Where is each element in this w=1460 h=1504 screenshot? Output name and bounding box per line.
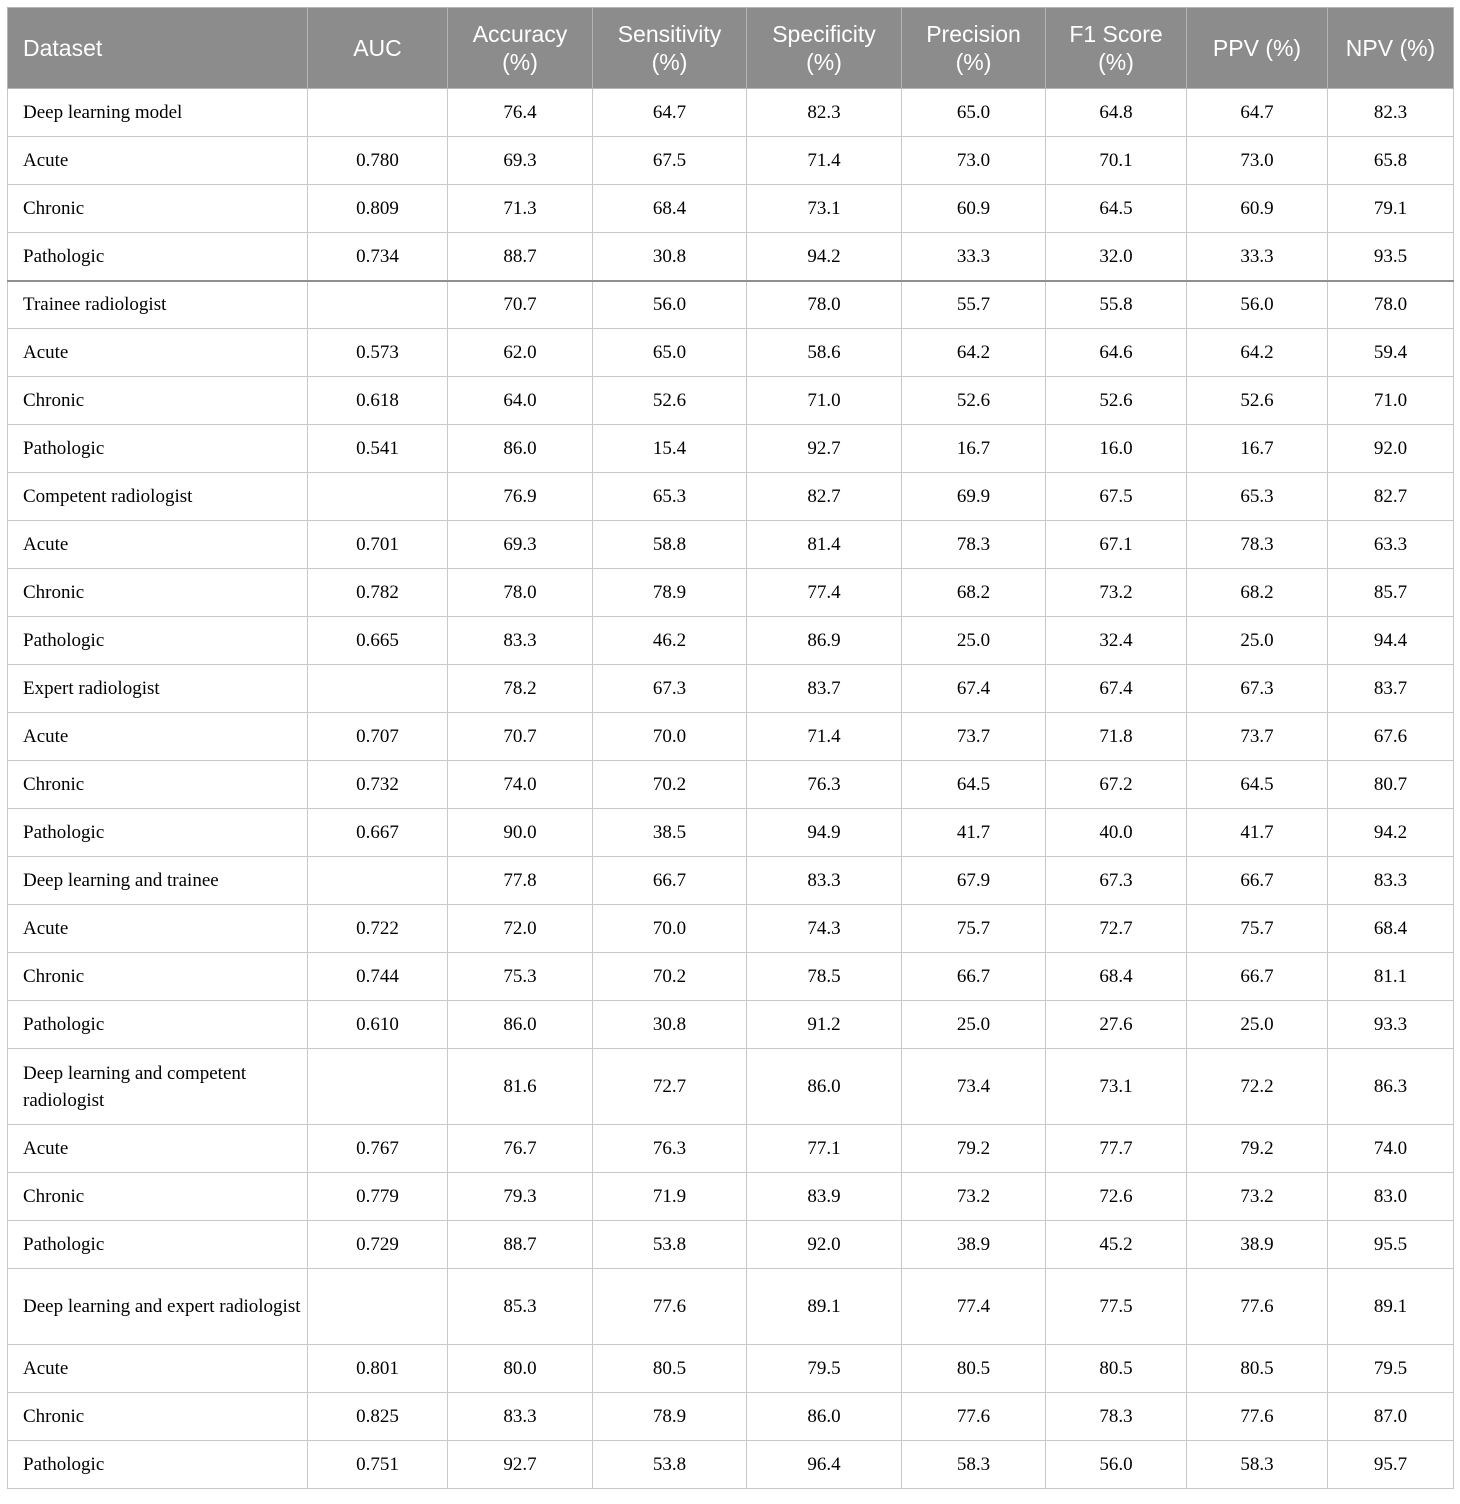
header-cell: NPV (%) [1328,8,1454,89]
value-cell: 67.4 [902,665,1046,713]
value-cell: 83.3 [747,857,902,905]
dataset-cell: Pathologic [8,617,308,665]
results-table-container [7,7,1453,1489]
value-cell: 94.2 [1328,809,1454,857]
value-cell: 64.0 [448,377,593,425]
value-cell: 82.3 [747,89,902,137]
value-cell: 78.9 [593,569,747,617]
value-cell: 78.0 [448,569,593,617]
value-cell: 86.3 [1328,1049,1454,1125]
value-cell: 63.3 [1328,521,1454,569]
value-cell: 69.3 [448,137,593,185]
value-cell: 52.6 [1046,377,1187,425]
value-cell: 52.6 [593,377,747,425]
table-row [8,1393,1454,1441]
value-cell: 46.2 [593,617,747,665]
value-cell: 82.3 [1328,89,1454,137]
value-cell: 66.7 [1187,857,1328,905]
value-cell: 0.782 [308,569,448,617]
value-cell: 79.1 [1328,185,1454,233]
value-cell: 69.9 [902,473,1046,521]
value-cell: 60.9 [902,185,1046,233]
value-cell: 77.1 [747,1125,902,1173]
value-cell: 0.801 [308,1345,448,1393]
value-cell: 62.0 [448,329,593,377]
header-cell: Dataset [8,8,308,89]
value-cell: 92.0 [1328,425,1454,473]
value-cell: 92.0 [747,1221,902,1269]
value-cell: 25.0 [1187,617,1328,665]
value-cell: 72.7 [593,1049,747,1125]
results-table [7,7,1454,1489]
dataset-cell: Pathologic [8,1221,308,1269]
value-cell [308,89,448,137]
value-cell: 81.6 [448,1049,593,1125]
value-cell: 72.0 [448,905,593,953]
table-row [8,521,1454,569]
value-cell: 77.7 [1046,1125,1187,1173]
value-cell [308,473,448,521]
value-cell: 15.4 [593,425,747,473]
value-cell: 95.7 [1328,1441,1454,1489]
value-cell: 0.779 [308,1173,448,1221]
value-cell: 71.8 [1046,713,1187,761]
value-cell: 68.2 [902,569,1046,617]
value-cell: 58.3 [902,1441,1046,1489]
dataset-cell: Chronic [8,569,308,617]
table-row [8,713,1454,761]
value-cell: 76.9 [448,473,593,521]
dataset-cell: Pathologic [8,809,308,857]
value-cell: 78.3 [902,521,1046,569]
value-cell: 0.729 [308,1221,448,1269]
value-cell: 65.0 [902,89,1046,137]
table-row [8,473,1454,521]
value-cell [308,665,448,713]
header-cell: F1 Score (%) [1046,8,1187,89]
dataset-cell: Pathologic [8,425,308,473]
value-cell: 67.9 [902,857,1046,905]
value-cell: 73.2 [1187,1173,1328,1221]
value-cell: 77.6 [1187,1393,1328,1441]
value-cell: 88.7 [448,233,593,281]
value-cell: 75.3 [448,953,593,1001]
value-cell: 79.2 [1187,1125,1328,1173]
value-cell: 92.7 [448,1441,593,1489]
value-cell: 58.3 [1187,1441,1328,1489]
dataset-cell: Deep learning model [8,89,308,137]
value-cell: 73.7 [1187,713,1328,761]
value-cell: 81.1 [1328,953,1454,1001]
header-cell: Precision (%) [902,8,1046,89]
value-cell: 66.7 [593,857,747,905]
value-cell: 64.7 [1187,89,1328,137]
value-cell: 64.6 [1046,329,1187,377]
value-cell: 0.618 [308,377,448,425]
value-cell: 73.7 [902,713,1046,761]
dataset-cell: Trainee radiologist [8,281,308,329]
value-cell: 69.3 [448,521,593,569]
value-cell: 32.0 [1046,233,1187,281]
value-cell: 89.1 [1328,1269,1454,1345]
value-cell: 71.4 [747,713,902,761]
value-cell: 65.3 [593,473,747,521]
value-cell: 80.0 [448,1345,593,1393]
value-cell: 71.0 [747,377,902,425]
dataset-cell: Chronic [8,1173,308,1221]
value-cell: 78.9 [593,1393,747,1441]
value-cell: 64.7 [593,89,747,137]
dataset-cell: Competent radiologist [8,473,308,521]
value-cell: 80.5 [1046,1345,1187,1393]
value-cell: 0.667 [308,809,448,857]
value-cell: 78.0 [1328,281,1454,329]
value-cell: 73.1 [747,185,902,233]
value-cell: 68.4 [593,185,747,233]
value-cell: 41.7 [902,809,1046,857]
value-cell: 0.751 [308,1441,448,1489]
table-row [8,185,1454,233]
table-row [8,761,1454,809]
value-cell: 45.2 [1046,1221,1187,1269]
value-cell: 56.0 [593,281,747,329]
value-cell: 86.9 [747,617,902,665]
value-cell: 68.2 [1187,569,1328,617]
value-cell: 86.0 [747,1049,902,1125]
value-cell: 58.8 [593,521,747,569]
value-cell: 33.3 [1187,233,1328,281]
table-row [8,1441,1454,1489]
value-cell: 73.2 [1046,569,1187,617]
value-cell: 83.3 [448,1393,593,1441]
value-cell: 71.4 [747,137,902,185]
table-row [8,1345,1454,1393]
value-cell: 86.0 [448,425,593,473]
value-cell: 71.0 [1328,377,1454,425]
value-cell: 65.3 [1187,473,1328,521]
value-cell: 78.3 [1046,1393,1187,1441]
value-cell: 0.541 [308,425,448,473]
value-cell: 94.4 [1328,617,1454,665]
dataset-cell: Acute [8,137,308,185]
value-cell: 73.1 [1046,1049,1187,1125]
value-cell: 67.3 [1187,665,1328,713]
value-cell: 67.6 [1328,713,1454,761]
value-cell: 71.3 [448,185,593,233]
dataset-cell: Deep learning and competent radiologist [8,1049,308,1125]
value-cell: 0.744 [308,953,448,1001]
value-cell: 78.5 [747,953,902,1001]
value-cell: 66.7 [1187,953,1328,1001]
value-cell: 65.0 [593,329,747,377]
value-cell: 83.7 [747,665,902,713]
value-cell: 67.3 [593,665,747,713]
dataset-cell: Chronic [8,185,308,233]
value-cell: 72.7 [1046,905,1187,953]
value-cell: 59.4 [1328,329,1454,377]
value-cell: 67.2 [1046,761,1187,809]
value-cell [308,1049,448,1125]
value-cell: 86.0 [747,1393,902,1441]
table-row [8,377,1454,425]
value-cell: 88.7 [448,1221,593,1269]
value-cell: 75.7 [902,905,1046,953]
value-cell: 16.0 [1046,425,1187,473]
dataset-cell: Chronic [8,1393,308,1441]
table-row [8,329,1454,377]
table-row [8,617,1454,665]
value-cell: 72.6 [1046,1173,1187,1221]
value-cell: 81.4 [747,521,902,569]
value-cell: 32.4 [1046,617,1187,665]
value-cell: 72.2 [1187,1049,1328,1125]
value-cell: 79.5 [747,1345,902,1393]
value-cell: 67.5 [593,137,747,185]
value-cell: 77.6 [902,1393,1046,1441]
value-cell: 55.8 [1046,281,1187,329]
value-cell: 70.0 [593,905,747,953]
table-row [8,233,1454,281]
value-cell: 87.0 [1328,1393,1454,1441]
value-cell: 58.6 [747,329,902,377]
value-cell: 93.3 [1328,1001,1454,1049]
value-cell: 80.5 [902,1345,1046,1393]
value-cell: 74.0 [448,761,593,809]
value-cell: 82.7 [747,473,902,521]
dataset-cell: Deep learning and trainee [8,857,308,905]
header-row [8,8,1454,89]
value-cell: 0.732 [308,761,448,809]
table-header [8,8,1454,89]
value-cell: 92.7 [747,425,902,473]
dataset-cell: Pathologic [8,1001,308,1049]
value-cell: 60.9 [1187,185,1328,233]
dataset-cell: Expert radiologist [8,665,308,713]
value-cell: 41.7 [1187,809,1328,857]
value-cell: 77.8 [448,857,593,905]
value-cell: 79.5 [1328,1345,1454,1393]
value-cell: 77.4 [902,1269,1046,1345]
value-cell: 68.4 [1046,953,1187,1001]
value-cell: 77.6 [1187,1269,1328,1345]
value-cell: 83.3 [448,617,593,665]
value-cell: 67.3 [1046,857,1187,905]
value-cell: 38.9 [1187,1221,1328,1269]
value-cell: 67.4 [1046,665,1187,713]
dataset-cell: Chronic [8,953,308,1001]
value-cell: 95.5 [1328,1221,1454,1269]
value-cell: 16.7 [1187,425,1328,473]
table-row [8,569,1454,617]
value-cell: 0.573 [308,329,448,377]
value-cell: 71.9 [593,1173,747,1221]
value-cell: 73.0 [1187,137,1328,185]
value-cell: 77.6 [593,1269,747,1345]
dataset-cell: Acute [8,905,308,953]
value-cell: 27.6 [1046,1001,1187,1049]
table-row [8,809,1454,857]
value-cell: 76.3 [747,761,902,809]
header-cell: PPV (%) [1187,8,1328,89]
header-cell: Sensitivity (%) [593,8,747,89]
value-cell: 96.4 [747,1441,902,1489]
value-cell [308,1269,448,1345]
dataset-cell: Acute [8,329,308,377]
table-body [8,89,1454,1489]
value-cell: 78.3 [1187,521,1328,569]
value-cell [308,857,448,905]
value-cell: 73.2 [902,1173,1046,1221]
table-row [8,1269,1454,1345]
value-cell: 56.0 [1046,1441,1187,1489]
value-cell: 76.4 [448,89,593,137]
table-row [8,281,1454,329]
value-cell [308,281,448,329]
value-cell: 77.4 [747,569,902,617]
value-cell: 53.8 [593,1441,747,1489]
table-row [8,425,1454,473]
value-cell: 55.7 [902,281,1046,329]
table-row [8,137,1454,185]
dataset-cell: Chronic [8,377,308,425]
value-cell: 33.3 [902,233,1046,281]
value-cell: 64.2 [1187,329,1328,377]
header-cell: Accuracy (%) [448,8,593,89]
value-cell: 25.0 [1187,1001,1328,1049]
value-cell: 86.0 [448,1001,593,1049]
value-cell: 53.8 [593,1221,747,1269]
value-cell: 70.7 [448,281,593,329]
dataset-cell: Deep learning and expert radiologist [8,1269,308,1345]
value-cell: 78.2 [448,665,593,713]
value-cell: 77.5 [1046,1269,1187,1345]
value-cell: 83.3 [1328,857,1454,905]
value-cell: 83.0 [1328,1173,1454,1221]
header-cell: Specificity (%) [747,8,902,89]
value-cell: 70.1 [1046,137,1187,185]
value-cell: 70.2 [593,761,747,809]
value-cell: 38.9 [902,1221,1046,1269]
header-cell: AUC [308,8,448,89]
value-cell: 82.7 [1328,473,1454,521]
table-row [8,953,1454,1001]
value-cell: 64.8 [1046,89,1187,137]
dataset-cell: Pathologic [8,233,308,281]
value-cell: 66.7 [902,953,1046,1001]
dataset-cell: Acute [8,521,308,569]
value-cell: 90.0 [448,809,593,857]
value-cell: 65.8 [1328,137,1454,185]
value-cell: 75.7 [1187,905,1328,953]
value-cell: 56.0 [1187,281,1328,329]
value-cell: 0.809 [308,185,448,233]
value-cell: 30.8 [593,1001,747,1049]
value-cell: 64.5 [1046,185,1187,233]
value-cell: 74.3 [747,905,902,953]
value-cell: 70.0 [593,713,747,761]
value-cell: 80.5 [593,1345,747,1393]
value-cell: 70.7 [448,713,593,761]
value-cell: 85.3 [448,1269,593,1345]
value-cell: 64.5 [902,761,1046,809]
table-row [8,857,1454,905]
table-row [8,1221,1454,1269]
value-cell: 73.0 [902,137,1046,185]
table-row [8,905,1454,953]
table-row [8,89,1454,137]
value-cell: 67.1 [1046,521,1187,569]
value-cell: 0.610 [308,1001,448,1049]
value-cell: 83.7 [1328,665,1454,713]
value-cell: 91.2 [747,1001,902,1049]
value-cell: 79.2 [902,1125,1046,1173]
value-cell: 76.7 [448,1125,593,1173]
table-row [8,1125,1454,1173]
value-cell: 79.3 [448,1173,593,1221]
value-cell: 68.4 [1328,905,1454,953]
value-cell: 38.5 [593,809,747,857]
value-cell: 73.4 [902,1049,1046,1125]
value-cell: 80.7 [1328,761,1454,809]
table-row [8,1049,1454,1125]
value-cell: 94.9 [747,809,902,857]
value-cell: 0.707 [308,713,448,761]
value-cell: 0.701 [308,521,448,569]
value-cell: 30.8 [593,233,747,281]
value-cell: 0.825 [308,1393,448,1441]
value-cell: 76.3 [593,1125,747,1173]
value-cell: 70.2 [593,953,747,1001]
dataset-cell: Pathologic [8,1441,308,1489]
value-cell: 25.0 [902,1001,1046,1049]
value-cell: 83.9 [747,1173,902,1221]
dataset-cell: Chronic [8,761,308,809]
table-row [8,1173,1454,1221]
value-cell: 0.665 [308,617,448,665]
dataset-cell: Acute [8,1125,308,1173]
value-cell: 64.5 [1187,761,1328,809]
value-cell: 67.5 [1046,473,1187,521]
value-cell: 0.767 [308,1125,448,1173]
value-cell: 74.0 [1328,1125,1454,1173]
value-cell: 93.5 [1328,233,1454,281]
value-cell: 0.780 [308,137,448,185]
table-row [8,1001,1454,1049]
value-cell: 80.5 [1187,1345,1328,1393]
value-cell: 89.1 [747,1269,902,1345]
value-cell: 0.734 [308,233,448,281]
value-cell: 64.2 [902,329,1046,377]
value-cell: 94.2 [747,233,902,281]
dataset-cell: Acute [8,713,308,761]
value-cell: 16.7 [902,425,1046,473]
dataset-cell: Acute [8,1345,308,1393]
value-cell: 78.0 [747,281,902,329]
table-row [8,665,1454,713]
value-cell: 52.6 [902,377,1046,425]
value-cell: 25.0 [902,617,1046,665]
value-cell: 40.0 [1046,809,1187,857]
value-cell: 85.7 [1328,569,1454,617]
value-cell: 0.722 [308,905,448,953]
value-cell: 52.6 [1187,377,1328,425]
